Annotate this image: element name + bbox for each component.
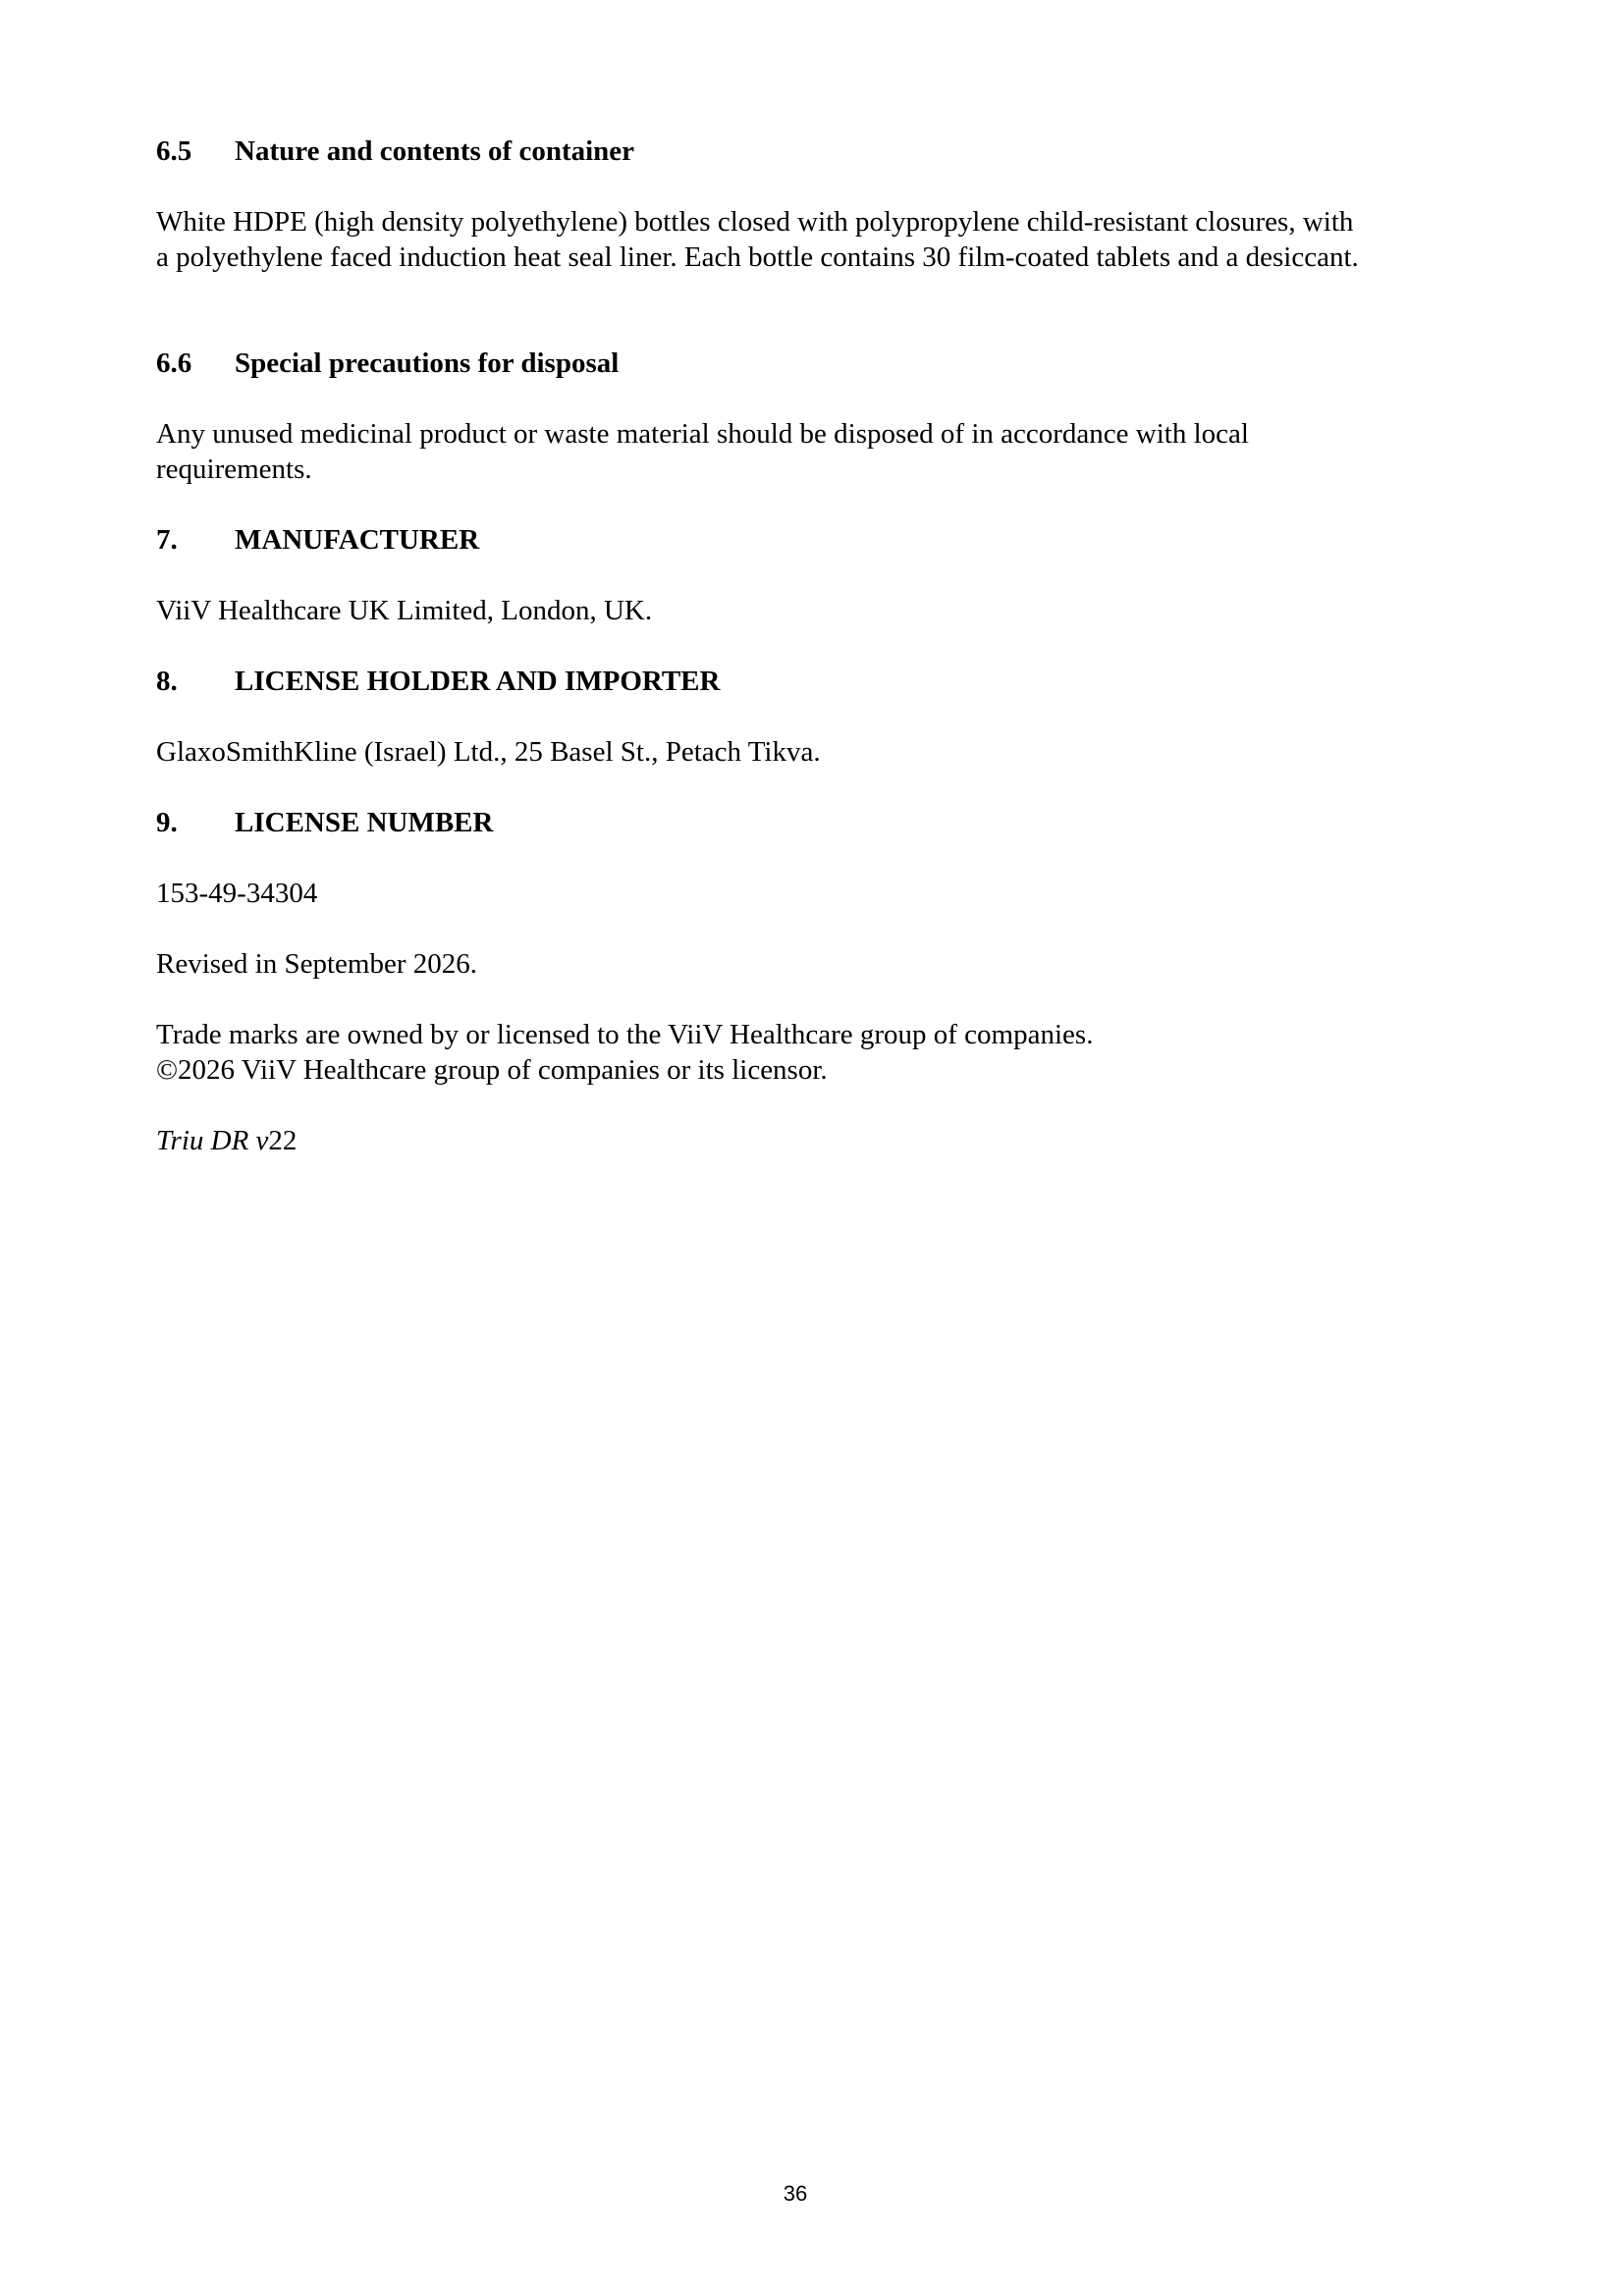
trademark-line: Trade marks are owned by or licensed to the ViiV Healthcare group of companies. [156,1019,1094,1050]
license-number: 153-49-34304 [156,878,318,909]
body-line: requirements. [156,454,312,485]
document-version [156,1123,1472,1158]
body-line: White HDPE (high density polyethylene) bottles closed with polypropylene child-resistant closures, with [156,206,1354,238]
page-content [156,133,1472,1194]
trademark-notice [156,1017,1472,1088]
section-number: 9. [156,807,178,838]
section-9-heading [156,805,1472,840]
section-6-5-heading [156,133,1472,169]
section-number: 8. [156,666,178,697]
section-number: 7. [156,524,178,556]
revised-date: Revised in September 2026. [156,948,478,980]
copyright-line: ©2026 ViiV Healthcare group of companies or its licensor. [156,1054,828,1086]
section-title: Special precautions for disposal [235,347,620,379]
section-number: 6.5 [156,135,192,167]
body-line: Any unused medicinal product or waste material should be disposed of in accordance with local [156,418,1249,450]
page-number: 36 [783,2181,808,2206]
section-7-body: ViiV Healthcare UK Limited, London, UK. [156,595,653,626]
section-title: MANUFACTURER [235,524,480,556]
section-6-6-heading [156,346,1472,381]
version-number: 22 [268,1125,298,1156]
section-number: 6.6 [156,347,192,379]
version-label: Triu DR v [156,1125,269,1156]
section-8-body: GlaxoSmithKline (Israel) Ltd., 25 Basel St., Petach Tikva. [156,736,821,768]
section-title: Nature and contents of container [235,135,635,167]
section-8-heading [156,664,1472,699]
body-line: a polyethylene faced induction heat seal liner. Each bottle contains 30 film-coated tablets and a desiccant. [156,241,1359,273]
section-6-6-body [156,416,1472,487]
section-6-5-body [156,204,1472,275]
section-title: LICENSE HOLDER AND IMPORTER [235,666,721,697]
section-7-heading [156,522,1472,558]
section-title: LICENSE NUMBER [235,807,494,838]
